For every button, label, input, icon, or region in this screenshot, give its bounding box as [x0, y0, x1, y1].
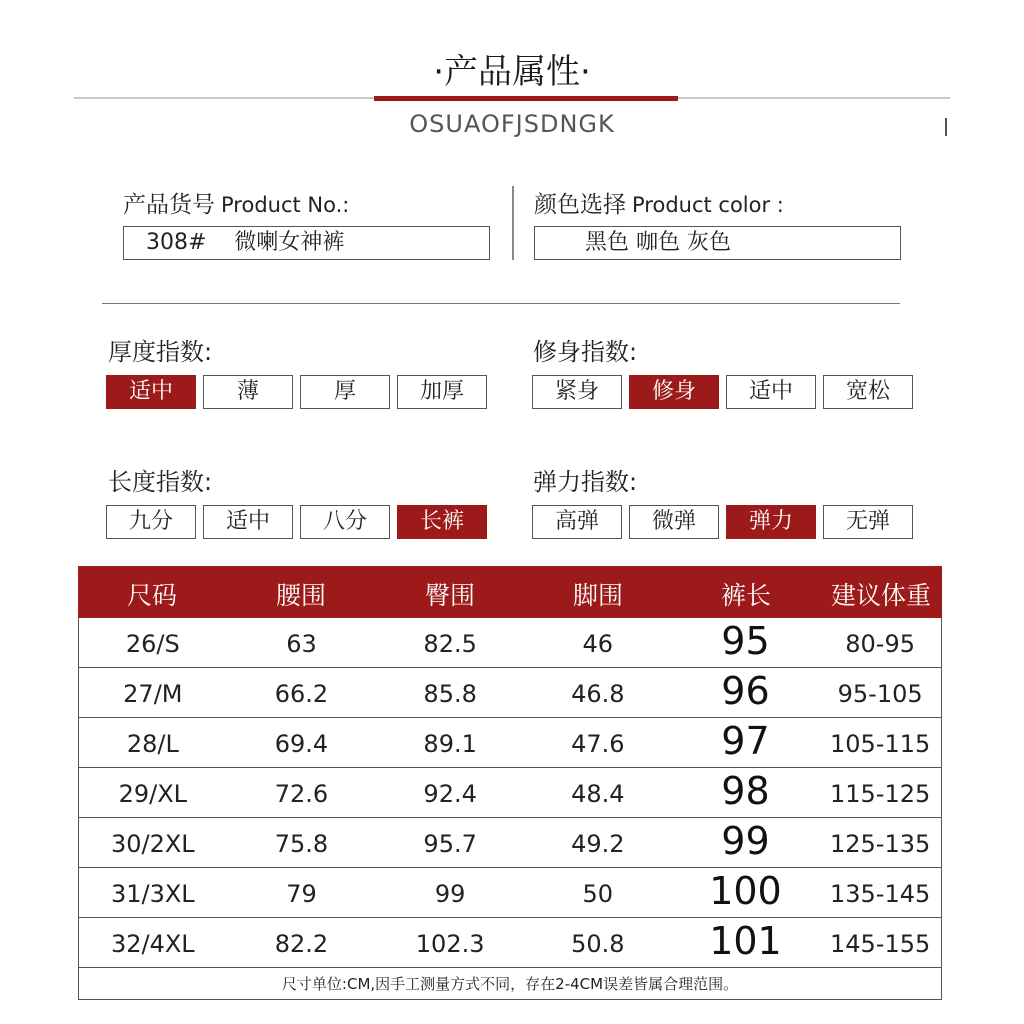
thickness-option: 厚	[300, 375, 390, 409]
cell-hip: 102.3	[415, 930, 485, 958]
fit-option: 宽松	[823, 375, 913, 409]
header-cell-waist: 腰围	[275, 581, 326, 610]
header-cell-length: 裤长	[720, 581, 771, 610]
size-table-footnote: 尺寸单位:CM,因手工测量方式不同，存在2-4CM误差皆属合理范围。	[78, 968, 942, 1000]
cell-size: 31/3XL	[110, 880, 195, 908]
cell-waist: 79	[286, 880, 317, 908]
fit-option: 紧身	[532, 375, 622, 409]
elastic-option: 高弹	[532, 505, 622, 539]
cell-size: 30/2XL	[110, 830, 195, 858]
elastic-option: 微弹	[629, 505, 719, 539]
fit-option: 适中	[726, 375, 816, 409]
thickness-option: 薄	[203, 375, 293, 409]
table-row	[78, 668, 942, 718]
cell-length: 100	[709, 869, 782, 913]
thickness-option: 适中	[106, 375, 196, 409]
cell-weight: 145-155	[830, 930, 931, 958]
cell-size: 29/XL	[118, 780, 188, 808]
table-row	[78, 618, 942, 668]
cell-length: 101	[709, 919, 782, 963]
cell-waist: 82.2	[274, 930, 329, 958]
cell-length: 97	[721, 719, 770, 763]
length-option: 八分	[300, 505, 390, 539]
section-divider	[102, 303, 900, 304]
cell-waist: 69.4	[274, 730, 329, 758]
cell-waist: 66.2	[274, 680, 329, 708]
cell-weight: 115-125	[830, 780, 931, 808]
header-cell-hip: 臀围	[424, 581, 475, 610]
length-option: 长裤	[397, 505, 487, 539]
thickness-label: 厚度指数:	[108, 338, 213, 366]
product-color-label-en: Product color :	[632, 193, 784, 217]
cell-size: 28/L	[126, 730, 179, 758]
length-option: 九分	[106, 505, 196, 539]
cell-hip: 82.5	[423, 630, 477, 658]
header-accent-bar	[374, 96, 678, 101]
elastic-option: 弹力	[726, 505, 816, 539]
cell-size: 26/S	[125, 630, 180, 658]
product-color-value: 黑色 咖色 灰色	[534, 226, 901, 260]
cell-length: 99	[721, 819, 770, 863]
elastic-label: 弹力指数:	[533, 468, 638, 496]
header-cell-hem: 脚围	[572, 581, 623, 610]
size-table	[78, 566, 942, 1000]
cell-weight: 135-145	[830, 880, 931, 908]
product-color-label	[534, 186, 784, 219]
edge-mark	[945, 118, 947, 136]
fit-options	[532, 375, 913, 409]
cell-hem: 46	[582, 630, 614, 658]
cell-weight: 80-95	[845, 630, 916, 658]
cell-size: 27/M	[123, 680, 183, 708]
cell-length: 96	[721, 669, 770, 713]
cell-weight: 105-115	[830, 730, 931, 758]
header-cell-weight: 建议体重	[830, 581, 931, 610]
length-option: 适中	[203, 505, 293, 539]
cell-weight: 95-105	[837, 680, 923, 708]
info-divider	[512, 186, 514, 260]
thickness-option: 加厚	[397, 375, 487, 409]
product-no-label-en: Product No.:	[221, 193, 350, 217]
table-row	[78, 918, 942, 968]
product-no-label	[123, 186, 349, 219]
cell-hem: 46.8	[571, 680, 625, 708]
cell-hip: 92.4	[423, 780, 477, 808]
cell-hem: 50.8	[571, 930, 625, 958]
table-row	[78, 768, 942, 818]
product-no-value: 308# 微喇女神裤	[123, 226, 490, 260]
table-row	[78, 818, 942, 868]
cell-hem: 47.6	[571, 730, 625, 758]
cell-hem: 48.4	[571, 780, 625, 808]
cell-hip: 85.8	[423, 680, 477, 708]
elastic-option: 无弹	[823, 505, 913, 539]
cell-length: 95	[721, 619, 770, 663]
cell-hip: 89.1	[423, 730, 477, 758]
product-no-label-cn: 产品货号	[123, 192, 215, 218]
cell-length: 98	[721, 769, 770, 813]
cell-size: 32/4XL	[110, 930, 195, 958]
cell-hip: 99	[434, 880, 466, 908]
fit-option: 修身	[629, 375, 719, 409]
cell-hem: 50	[582, 880, 614, 908]
page-subtitle: OSUAOFJSDNGK	[409, 110, 615, 138]
cell-hip: 95.7	[423, 830, 477, 858]
page-title: ·产品属性·	[433, 52, 591, 92]
cell-weight: 125-135	[830, 830, 931, 858]
size-table-header	[78, 566, 942, 618]
cell-hem: 49.2	[571, 830, 625, 858]
product-color-label-cn: 颜色选择	[534, 192, 626, 218]
cell-waist: 72.6	[274, 780, 329, 808]
table-row	[78, 718, 942, 768]
header-cell-size: 尺码	[126, 581, 177, 610]
length-options	[106, 505, 487, 539]
length-label: 长度指数:	[108, 468, 213, 496]
cell-waist: 75.8	[274, 830, 329, 858]
fit-label: 修身指数:	[533, 338, 638, 366]
elastic-options	[532, 505, 913, 539]
thickness-options	[106, 375, 487, 409]
table-row	[78, 868, 942, 918]
cell-waist: 63	[286, 630, 317, 658]
